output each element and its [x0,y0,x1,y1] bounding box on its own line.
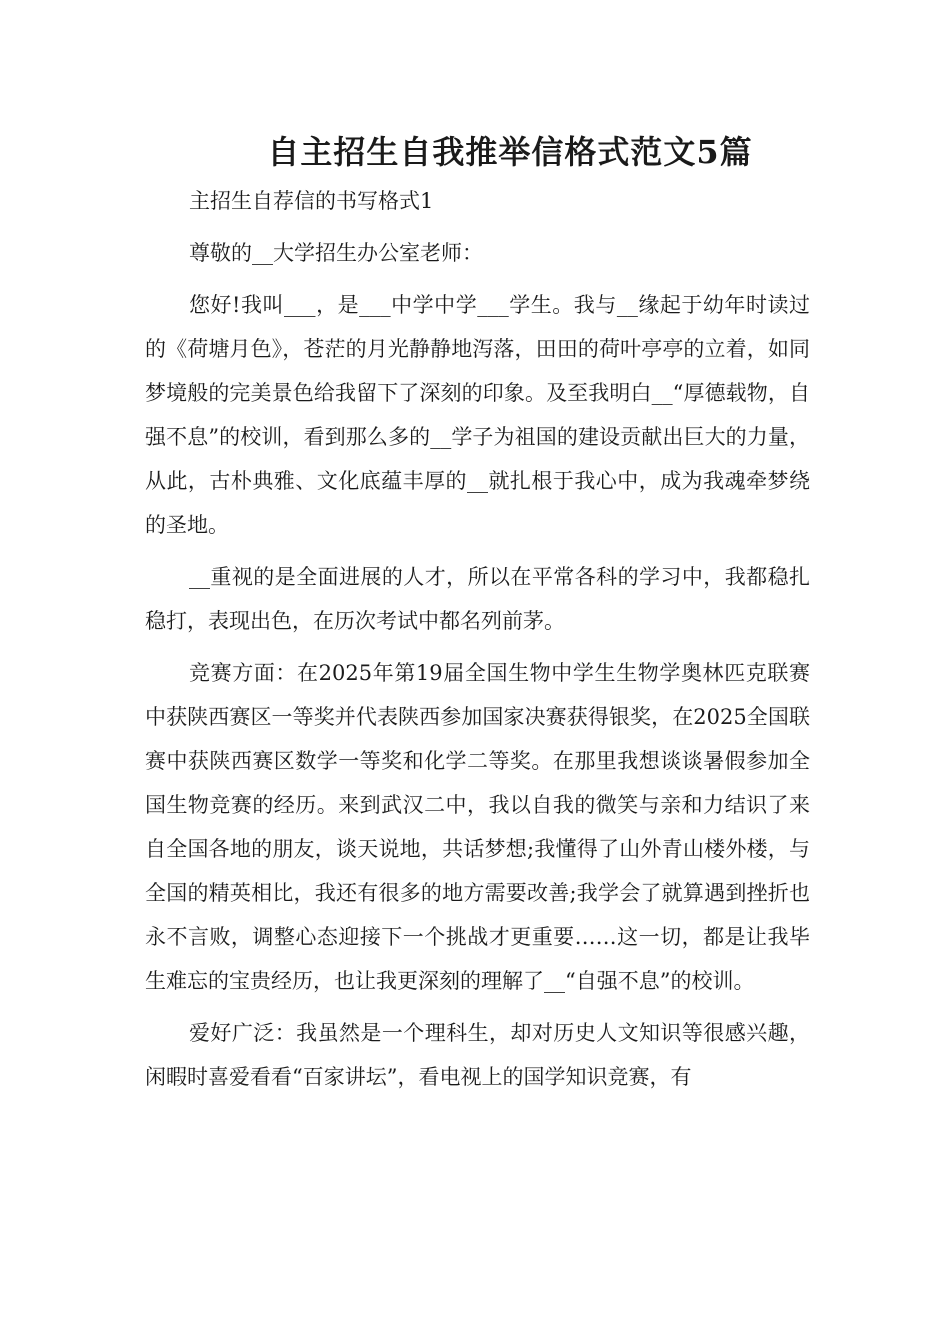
subtitle-paragraph: 主招生自荐信的书写格式1 [189,189,434,213]
body-paragraph: 竞赛方面：在2025年第19届全国生物中学生生物学奥林匹克联赛中获陕西赛区一等奖并代表陕西参加国家决赛获得银奖，在2025全国联赛中获陕西赛区数学一等奖和化学二等奖。在那里我想谈谈暑假参加全国生物竞赛的经历。来到武汉二中，我以自我的微笑与亲和力结识了来自全国各地的朋友，谈天说地，共话梦想;我懂得了山外青山楼外楼，与全国的精英相比，我还有很多的地方需要改善;我学会了就算遇到挫折也永不言败，调整心态迎接下一个挑战才更重要……这一切，都是让我毕生难忘的宝贵经历，也让我更深刻的理解了__“自强不息”的校训。 [145,661,810,993]
body-paragraph: 您好!我叫___，是___中学中学___学生。我与__缘起于幼年时读过的《荷塘月色》，苍茫的月光静静地泻落，田田的荷叶亭亭的立着，如同梦境般的完美景色给我留下了深刻的印象。及至我明白__“厚德载物，自强不息”的校训，看到那么多的__学子为祖国的建设贡献出巨大的力量，从此，古朴典雅、文化底蕴丰厚的__就扎根于我心中，成为我魂牵梦绕的圣地。 [145,293,810,537]
salutation-paragraph: 尊敬的__大学招生办公室老师： [189,241,483,265]
body-paragraph: 爱好广泛：我虽然是一个理科生，却对历史人文知识等很感兴趣，闲暇时喜爱看看“百家讲坛”，看电视上的国学知识竞赛，有 [145,1021,810,1089]
body-paragraph: __重视的是全面进展的人才，所以在平常各科的学习中，我都稳扎稳打，表现出色，在历次考试中都名列前茅。 [145,565,810,633]
document-title: 自主招生自我推举信格式范文5篇 [267,133,753,171]
document-body [145,179,810,1107]
